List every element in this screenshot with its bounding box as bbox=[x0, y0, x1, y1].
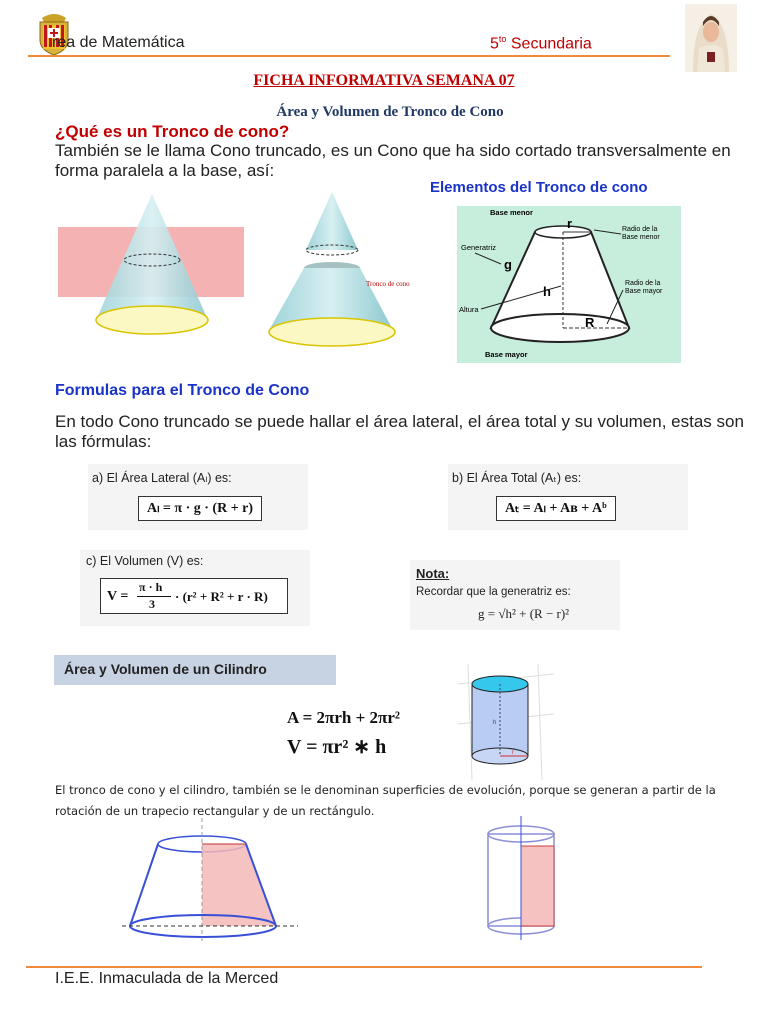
label-radio-mayor-1: Radio de la bbox=[625, 280, 661, 287]
label-altura: Altura bbox=[459, 305, 479, 314]
formula-b-box: Aₜ = Aₗ + Aʙ + Aᵇ bbox=[496, 496, 616, 521]
intro-paragraph: También se le llama Cono truncado, es un Cono que ha sido cortado transversalmente en forma paralela a la base, así: bbox=[55, 141, 731, 180]
virgin-mary-image bbox=[685, 4, 737, 72]
footer-rule bbox=[26, 966, 702, 968]
label-h: h bbox=[543, 284, 551, 299]
formulas-paragraph: En todo Cono truncado se puede hallar el área lateral, el área total y su volumen, estas son las fórmulas: bbox=[55, 412, 744, 451]
figure-label: Tronco de cono bbox=[366, 280, 410, 288]
label-r: r bbox=[567, 216, 573, 231]
cyl-label-h: h bbox=[493, 720, 497, 726]
revolution-cone-figure bbox=[122, 818, 302, 942]
footer-school: I.E.E. Inmaculada de la Merced bbox=[55, 970, 279, 987]
subject-label: rea de Matemática bbox=[52, 34, 185, 51]
label-g: g bbox=[504, 257, 512, 272]
elements-heading: Elementos del Tronco de cono bbox=[430, 179, 648, 196]
cylinder-heading: Área y Volumen de un Cilindro bbox=[64, 661, 267, 677]
cone-cut-figure bbox=[56, 192, 246, 342]
question-heading: ¿Qué es un Tronco de cono? bbox=[55, 122, 290, 141]
nota-title: Nota: bbox=[416, 566, 450, 581]
elements-diagram bbox=[457, 206, 681, 363]
formula-b-label: b) El Área Total (Aₜ) es: bbox=[452, 471, 582, 485]
formula-c-label: c) El Volumen (V) es: bbox=[86, 554, 204, 568]
formula-c-rhs: · (r² + R² + r · R) bbox=[175, 589, 268, 604]
page-subtitle: Área y Volumen de Tronco de Cono bbox=[276, 104, 504, 120]
label-base-menor: Base menor bbox=[490, 208, 533, 217]
formula-c-panel bbox=[80, 550, 310, 626]
nota-text: Recordar que la generatriz es: bbox=[416, 586, 571, 598]
revolution-cylinder-figure bbox=[468, 816, 578, 940]
label-generatriz: Generatriz bbox=[461, 243, 497, 252]
cylinder-area-formula: A = 2πrh + 2πr² bbox=[287, 708, 400, 727]
formula-c-lhs: V = bbox=[107, 589, 129, 604]
cyl-label-r: r bbox=[512, 750, 514, 756]
label-radio-menor-1: Radio de la bbox=[622, 226, 658, 233]
nota-panel bbox=[410, 560, 620, 630]
grade-label: $5^{to}$ Secundaria bbox=[490, 34, 592, 53]
label-radio-mayor-2: Base mayor bbox=[625, 288, 663, 295]
formula-c-den: 3 bbox=[149, 597, 155, 611]
formula-a-box: Aₗ = π · g · (R + r) bbox=[138, 496, 262, 521]
cylinder-heading-bar bbox=[54, 655, 336, 685]
cylinder-figure bbox=[458, 664, 554, 780]
header-rule bbox=[28, 55, 670, 57]
formula-a-label: a) El Área Lateral (Aₗ) es: bbox=[92, 471, 232, 485]
label-base-mayor: Base mayor bbox=[485, 350, 528, 359]
label-R: R bbox=[585, 315, 595, 330]
formula-a-panel bbox=[88, 464, 308, 530]
formula-b-panel bbox=[448, 464, 688, 530]
truncated-cone-figure bbox=[262, 192, 412, 350]
formula-c-num: π · h bbox=[139, 580, 163, 594]
label-radio-menor-2: Base menor bbox=[622, 234, 660, 241]
cylinder-volume-formula: V = πr² ∗ h bbox=[287, 736, 387, 758]
formula-c-box bbox=[100, 578, 288, 614]
page-title: FICHA INFORMATIVA SEMANA 07 bbox=[253, 72, 515, 89]
nota-expr: g = √h² + (R − r)² bbox=[478, 606, 570, 621]
formulas-heading: Formulas para el Tronco de Cono bbox=[55, 382, 310, 399]
revolution-paragraph: El tronco de cono y el cilindro, también se le denominan superficies de evolución, porque se generan a partir de la rotación de un trapecio rectangular y de un rectángulo. bbox=[55, 783, 716, 818]
